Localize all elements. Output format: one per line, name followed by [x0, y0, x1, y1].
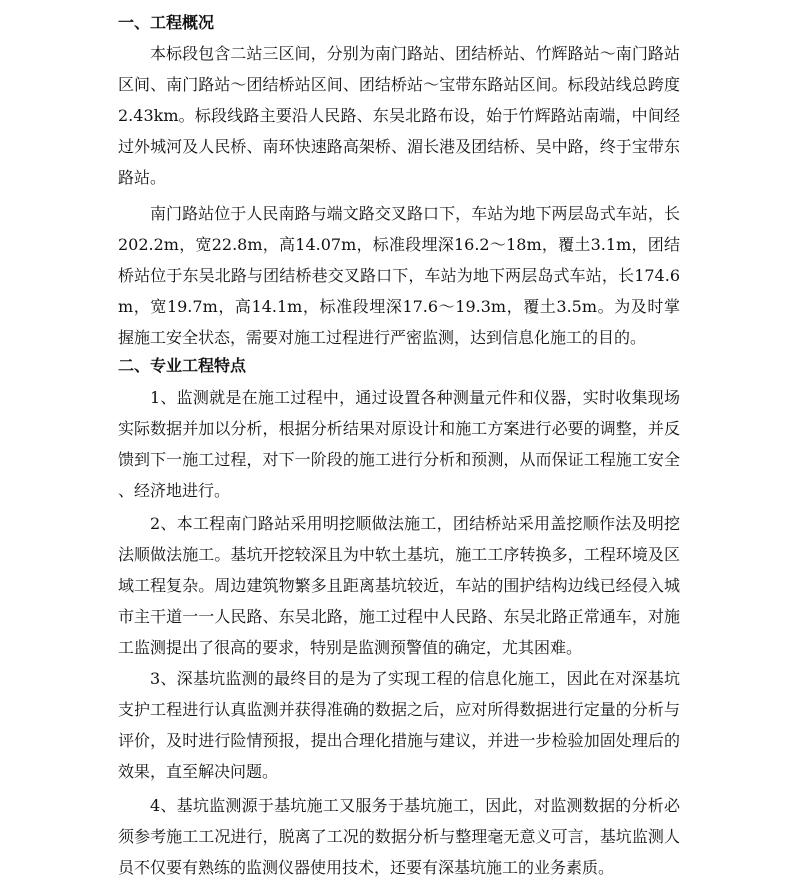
section-heading-overview: 一、工程概况 — [118, 13, 215, 32]
paragraph-feature-1: 1、监测就是在施工过程中，通过设置各种测量元件和仪器，实时收集现场实际数据并加以分析，根据分析结果对原设计和施工方案进行必要的调整，并反馈到下一施工过程，对下一阶段的施工进行分析和预测，从而保证工程施工安全、经济地进行。 — [118, 388, 680, 500]
paragraph-feature-2: 2、本工程南门路站采用明挖顺做法施工，团结桥站采用盖挖顺作法及明挖法顺做法施工。基坑开挖较深且为中软土基坑，施工工序转换多，工程环境及区域工程复杂。周边建筑物繁多且距离基坑较近，车站的围护结构边线已经侵入城市主干道一一人民路、东吴北路，施工过程中人民路、东吴北路正常通车，对施工监测提出了很高的要求，特别是监测预警值的确定，尤其困难。 — [118, 514, 680, 657]
paragraph-scope: 本标段包含二站三区间，分别为南门路站、团结桥站、竹辉路站～南门路站区间、南门路站～团结桥站区间、团结桥站～宝带东路站区间。标段站线总跨度2.43km。标段线路主要沿人民路、东吴北路布设，始于竹辉路站南端，中间经过外城河及人民桥、南环快速路高架桥、湄长港及团结桥、吴中路，终于宝带东路站。 — [118, 44, 680, 187]
paragraph-feature-4: 4、基坑监测源于基坑施工又服务于基坑施工，因此，对监测数据的分析必须参考施工工况进行，脱离了工况的数据分析与整理毫无意义可言，基坑监测人员不仅要有熟练的监测仪器使用技术，还要有深基坑施工的业务素质。 — [118, 796, 680, 877]
section-heading-features: 二、专业工程特点 — [118, 356, 247, 375]
paragraph-stations: 南门路站位于人民南路与端文路交叉路口下，车站为地下两层岛式车站，长202.2m，宽22.8m，高14.07m，标准段埋深16.2～18m，覆土3.1m，团结桥站位于东吴北路与团结桥巷交叉路口下，车站为地下两层岛式车站，长174.6m，宽19.7m，高14.1m，标准段埋深17.6～19.3m，覆土3.5m。为及时掌握施工安全状态，需要对施工过程进行严密监测，达到信息化施工的目的。 — [118, 204, 680, 347]
paragraph-feature-3: 3、深基坑监测的最终目的是为了实现工程的信息化施工，因此在对深基坑支护工程进行认真监测并获得准确的数据之后，应对所得数据进行定量的分析与评价，及时进行险情预报，提出合理化措施与建议，并进一步检验加固处理后的效果，直至解决问题。 — [118, 669, 680, 781]
